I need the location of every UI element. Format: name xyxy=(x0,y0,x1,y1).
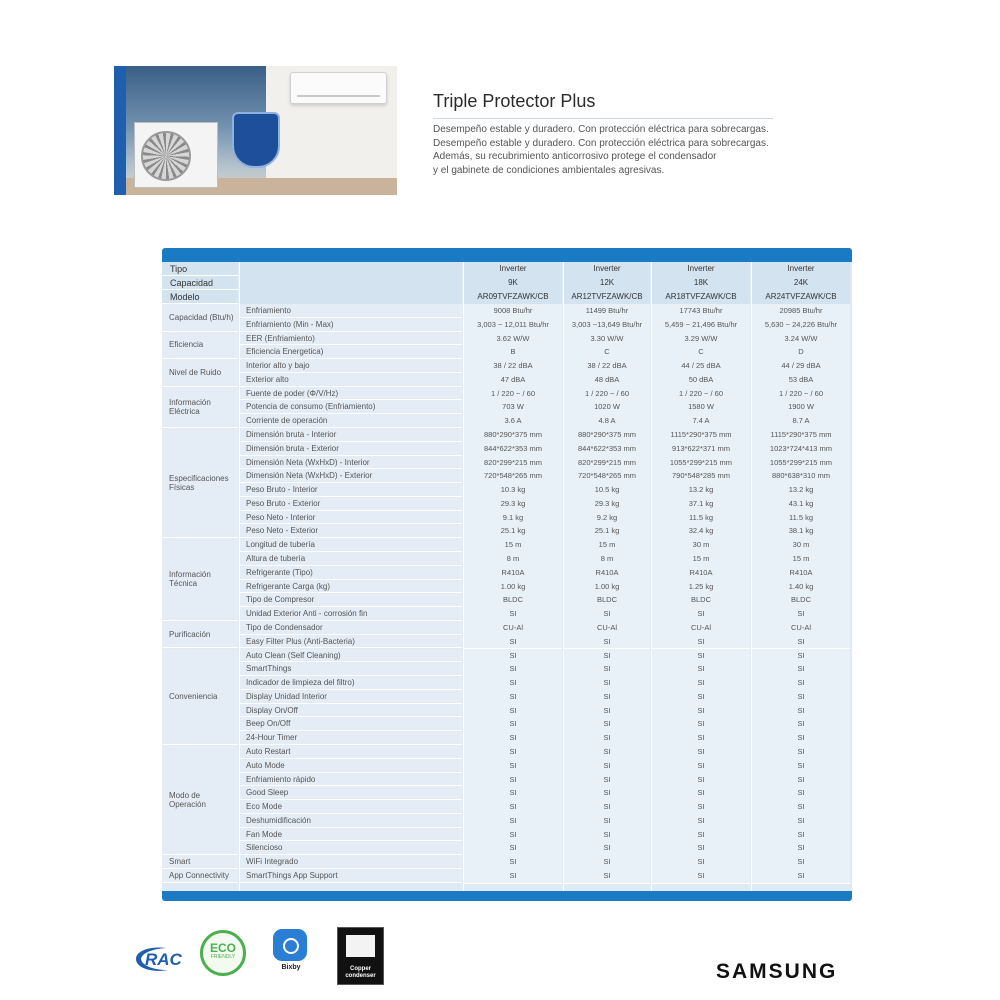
table-cell: SI xyxy=(564,635,650,650)
table-cell: SI xyxy=(464,841,562,856)
header-spacer xyxy=(240,290,462,305)
row-label: Peso Neto - Exterior xyxy=(240,524,462,538)
table-cell: SI xyxy=(752,717,850,732)
header-spacer xyxy=(240,262,462,277)
eco-text: ECO xyxy=(209,941,236,955)
copper-label-line2: condenser xyxy=(345,973,376,979)
header-cell: AR12TVFZAWK/CB xyxy=(564,290,650,305)
table-cell: 20985 Btu/hr xyxy=(752,304,850,319)
table-cell: SI xyxy=(564,662,650,677)
header-cell: Inverter xyxy=(752,262,850,277)
header-cell: 18K xyxy=(652,276,750,291)
header-cell: Inverter xyxy=(564,262,650,277)
table-cell: 1900 W xyxy=(752,400,850,415)
table-cell: SI xyxy=(652,704,750,719)
row-label: Easy Filter Plus (Anti-Bacteria) xyxy=(240,635,462,649)
table-cell: CU-Al xyxy=(652,621,750,636)
table-cell: CU-Al xyxy=(464,621,562,636)
table-cell: 38.1 kg xyxy=(752,524,850,539)
table-cell: 703 W xyxy=(464,400,562,415)
table-cell: 10.3 kg xyxy=(464,483,562,498)
table-cell: 11.5 kg xyxy=(752,511,850,526)
table-cell: 880*638*310 mm xyxy=(752,469,850,484)
copper-graphic xyxy=(346,935,375,957)
table-cell: SI xyxy=(652,773,750,788)
table-cell: 1 / 220 ~ / 60 xyxy=(652,387,750,402)
row-label: Peso Bruto - Interior xyxy=(240,483,462,497)
table-cell: 53 dBA xyxy=(752,373,850,388)
table-cell: 1115*290*375 mm xyxy=(652,428,750,443)
row-label: Dimensión Neta (WxHxD) - Interior xyxy=(240,456,462,470)
header-label: Capacidad xyxy=(162,276,238,290)
table-cell: 37.1 kg xyxy=(652,497,750,512)
samsung-logo: SAMSUNG xyxy=(716,960,838,983)
copper-label-line1: Copper xyxy=(350,966,371,972)
table-cell: SI xyxy=(564,800,650,815)
table-cell: 1.00 kg xyxy=(564,580,650,595)
category-label: Nivel de Ruido xyxy=(162,359,238,387)
table-cell: SI xyxy=(564,773,650,788)
table-cell: SI xyxy=(652,690,750,705)
table-cell: 880*290*375 mm xyxy=(464,428,562,443)
table-cell: 38 / 22 dBA xyxy=(564,359,650,374)
row-label: Auto Restart xyxy=(240,745,462,759)
table-cell: 15 m xyxy=(652,552,750,567)
row-label: Enfriamiento xyxy=(240,304,462,318)
table-cell: SI xyxy=(464,731,562,746)
bixby-icon xyxy=(273,929,307,961)
table-cell: SI xyxy=(752,828,850,843)
row-label: Auto Mode xyxy=(240,759,462,773)
row-label: Indicador de limpieza del filtro) xyxy=(240,676,462,690)
table-cell: SI xyxy=(464,662,562,677)
table-cell: 8 m xyxy=(564,552,650,567)
table-cell: 9.1 kg xyxy=(464,511,562,526)
table-cell: SI xyxy=(752,855,850,870)
table-top-bar xyxy=(162,248,852,262)
table-cell: 1 / 220 ~ / 60 xyxy=(464,387,562,402)
row-label: Refrigerante Carga (kg) xyxy=(240,580,462,594)
row-label: Exterior alto xyxy=(240,373,462,387)
column-separator xyxy=(651,262,652,891)
hero-image xyxy=(114,66,397,195)
table-cell: 43.1 kg xyxy=(752,497,850,512)
category-label: Información Eléctrica xyxy=(162,387,238,428)
column-separator xyxy=(751,262,752,891)
header-cell: 9K xyxy=(464,276,562,291)
copper-label xyxy=(338,966,383,980)
table-cell: SI xyxy=(564,649,650,664)
table-cell: SI xyxy=(564,704,650,719)
table-cell: BLDC xyxy=(464,593,562,608)
rac-text: RAC xyxy=(145,950,182,969)
table-cell: SI xyxy=(564,869,650,884)
category-label: Información Técnica xyxy=(162,538,238,621)
table-cell: SI xyxy=(652,649,750,664)
table-cell: SI xyxy=(752,773,850,788)
header-label: Tipo xyxy=(162,262,238,276)
category-label: Smart xyxy=(162,855,238,869)
table-cell: SI xyxy=(564,786,650,801)
table-cell: SI xyxy=(652,828,750,843)
table-cell: SI xyxy=(464,828,562,843)
table-cell: SI xyxy=(652,676,750,691)
table-cell: SI xyxy=(652,841,750,856)
table-cell: SI xyxy=(652,759,750,774)
table-cell: SI xyxy=(564,717,650,732)
fan-icon xyxy=(141,131,191,181)
table-cell: 820*299*215 mm xyxy=(464,456,562,471)
row-label: Eficiencia Energetica) xyxy=(240,345,462,359)
table-cell: BLDC xyxy=(652,593,750,608)
table-cell: R410A xyxy=(564,566,650,581)
row-label: Tipo de Condensador xyxy=(240,621,462,635)
row-label: Enfriamiento rápido xyxy=(240,773,462,787)
table-cell: 1.00 kg xyxy=(464,580,562,595)
header-cell: AR09TVFZAWK/CB xyxy=(464,290,562,305)
table-cell: SI xyxy=(652,745,750,760)
row-label: Longitud de tubería xyxy=(240,538,462,552)
table-cell: 17743 Btu/hr xyxy=(652,304,750,319)
row-label: Dimensión bruta - Exterior xyxy=(240,442,462,456)
header-cell: 24K xyxy=(752,276,850,291)
copper-condenser-icon xyxy=(337,927,384,985)
table-cell: SI xyxy=(464,607,562,622)
category-label: Purificación xyxy=(162,621,238,649)
table-cell: 844*622*353 mm xyxy=(464,442,562,457)
table-cell: SI xyxy=(564,690,650,705)
table-cell: SI xyxy=(464,869,562,884)
table-cell: 8.7 A xyxy=(752,414,850,429)
table-cell: SI xyxy=(752,731,850,746)
table-cell: 880*290*375 mm xyxy=(564,428,650,443)
table-cell: SI xyxy=(564,731,650,746)
table-cell: 25.1 kg xyxy=(564,524,650,539)
table-cell: R410A xyxy=(652,566,750,581)
table-cell: SI xyxy=(752,662,850,677)
table-cell: 3.62 W/W xyxy=(464,332,562,347)
table-cell: 1.25 kg xyxy=(652,580,750,595)
table-cell: C xyxy=(564,345,650,360)
table-cell: SI xyxy=(752,869,850,884)
table-cell: SI xyxy=(652,814,750,829)
table-cell: SI xyxy=(464,855,562,870)
row-label: SmartThings App Support xyxy=(240,869,462,883)
table-cell: 44 / 29 dBA xyxy=(752,359,850,374)
table-cell: SI xyxy=(464,649,562,664)
table-cell: BLDC xyxy=(564,593,650,608)
table-cell: 15 m xyxy=(752,552,850,567)
table-cell: 44 / 25 dBA xyxy=(652,359,750,374)
table-cell: SI xyxy=(752,745,850,760)
row-label: SmartThings xyxy=(240,662,462,676)
table-cell: 15 m xyxy=(564,538,650,553)
row-label: WiFi Integrado xyxy=(240,855,462,869)
table-cell: SI xyxy=(464,704,562,719)
table-cell: SI xyxy=(752,635,850,650)
table-cell: SI xyxy=(752,649,850,664)
row-label: Good Sleep xyxy=(240,786,462,800)
table-cell: 3.6 A xyxy=(464,414,562,429)
row-label: Unidad Exterior Anti - corrosión fin xyxy=(240,607,462,621)
title-divider xyxy=(433,118,773,119)
table-cell: 38 / 22 dBA xyxy=(464,359,562,374)
table-cell: 844*622*353 mm xyxy=(564,442,650,457)
table-cell: 1 / 220 ~ / 60 xyxy=(564,387,650,402)
table-cell: SI xyxy=(752,607,850,622)
table-cell: 29.3 kg xyxy=(564,497,650,512)
table-cell: 1115*290*375 mm xyxy=(752,428,850,443)
row-label: EER (Enfriamiento) xyxy=(240,332,462,346)
table-cell: 913*622*371 mm xyxy=(652,442,750,457)
table-cell: SI xyxy=(652,855,750,870)
table-cell: 25.1 kg xyxy=(464,524,562,539)
table-cell: 30 m xyxy=(752,538,850,553)
table-cell: 1055*299*215 mm xyxy=(752,456,850,471)
description-line: Desempeño estable y duradero. Con protección eléctrica para sobrecargas. xyxy=(433,124,769,135)
row-label: Altura de tubería xyxy=(240,552,462,566)
header-label: Modelo xyxy=(162,290,238,304)
eco-friendly-icon xyxy=(200,930,246,976)
table-cell: 1023*724*413 mm xyxy=(752,442,850,457)
category-label: Especificaciones Físicas xyxy=(162,428,238,538)
row-label: Beep On/Off xyxy=(240,717,462,731)
table-cell: 1 / 220 ~ / 60 xyxy=(752,387,850,402)
feature-title: Triple Protector Plus xyxy=(433,91,596,111)
row-label: Auto Clean (Self Cleaning) xyxy=(240,649,462,663)
eco-subtext: FRIENDLY xyxy=(210,954,236,960)
column-separator xyxy=(239,262,240,891)
table-cell: 3,003 ~13,649 Btu/hr xyxy=(564,318,650,333)
table-cell: SI xyxy=(464,759,562,774)
table-cell: SI xyxy=(564,828,650,843)
table-cell: 720*548*265 mm xyxy=(464,469,562,484)
header-cell: Inverter xyxy=(652,262,750,277)
table-cell: 9008 Btu/hr xyxy=(464,304,562,319)
table-cell: D xyxy=(752,345,850,360)
table-cell: 8 m xyxy=(464,552,562,567)
table-cell: SI xyxy=(464,786,562,801)
row-label: Display On/Off xyxy=(240,704,462,718)
table-cell: SI xyxy=(564,745,650,760)
table-cell: BLDC xyxy=(752,593,850,608)
table-cell: SI xyxy=(652,869,750,884)
table-cell: 790*548*285 mm xyxy=(652,469,750,484)
table-cell: SI xyxy=(464,635,562,650)
column-separator xyxy=(563,262,564,891)
table-cell: CU-Al xyxy=(564,621,650,636)
header-cell: AR18TVFZAWK/CB xyxy=(652,290,750,305)
feature-description xyxy=(433,123,813,177)
column-separator xyxy=(463,262,464,891)
row-label: Refrigerante (Tipo) xyxy=(240,566,462,580)
row-label: Tipo de Compresor xyxy=(240,593,462,607)
table-cell: 3,003 ~ 12,011 Btu/hr xyxy=(464,318,562,333)
table-cell: 50 dBA xyxy=(652,373,750,388)
description-line: Además, su recubrimiento anticorrosivo protege el condensador xyxy=(433,151,717,162)
table-cell: SI xyxy=(652,662,750,677)
table-cell: 1055*299*215 mm xyxy=(652,456,750,471)
row-label: Display Unidad Interior xyxy=(240,690,462,704)
table-cell: 5,459 ~ 21,496 Btu/hr xyxy=(652,318,750,333)
row-label: Enfriamiento (Min - Max) xyxy=(240,318,462,332)
table-cell: SI xyxy=(752,800,850,815)
table-cell: SI xyxy=(752,704,850,719)
table-cell: 820*299*215 mm xyxy=(564,456,650,471)
table-cell: SI xyxy=(564,814,650,829)
row-label: Fuente de poder (Φ/V/Hz) xyxy=(240,387,462,401)
table-cell: 32.4 kg xyxy=(652,524,750,539)
table-cell: C xyxy=(652,345,750,360)
rac-logo xyxy=(132,944,192,974)
indoor-unit-illustration xyxy=(290,72,387,104)
row-label: Peso Bruto - Exterior xyxy=(240,497,462,511)
hero-blue-edge xyxy=(114,66,126,195)
table-cell: SI xyxy=(752,676,850,691)
outdoor-unit-illustration xyxy=(134,122,218,188)
row-label: Interior alto y bajo xyxy=(240,359,462,373)
table-cell: 29.3 kg xyxy=(464,497,562,512)
category-label: Capacidad (Btu/h) xyxy=(162,304,238,332)
bixby-label: Bixby xyxy=(281,964,301,971)
table-cell: SI xyxy=(652,717,750,732)
table-cell: SI xyxy=(464,690,562,705)
category-label: Conveniencia xyxy=(162,649,238,745)
table-cell: SI xyxy=(652,731,750,746)
table-cell: R410A xyxy=(752,566,850,581)
row-label: Silencioso xyxy=(240,841,462,855)
table-cell: 3.30 W/W xyxy=(564,332,650,347)
table-cell: 48 dBA xyxy=(564,373,650,388)
table-cell: SI xyxy=(464,676,562,691)
table-cell: 1.40 kg xyxy=(752,580,850,595)
table-cell: SI xyxy=(752,759,850,774)
row-label: Dimensión bruta - Interior xyxy=(240,428,462,442)
row-label: Fan Mode xyxy=(240,828,462,842)
table-cell: SI xyxy=(652,635,750,650)
row-label: Dimensión Neta (WxHxD) - Exterior xyxy=(240,469,462,483)
description-line: Desempeño estable y duradero. Con protección eléctrica para sobrecargas. xyxy=(433,137,769,149)
row-label: Eco Mode xyxy=(240,800,462,814)
table-cell: 15 m xyxy=(464,538,562,553)
table-cell: SI xyxy=(564,759,650,774)
row-label: 24-Hour Timer xyxy=(240,731,462,745)
table-cell: 13.2 kg xyxy=(752,483,850,498)
table-cell: 9.2 kg xyxy=(564,511,650,526)
table-cell: SI xyxy=(752,841,850,856)
table-cell: B xyxy=(464,345,562,360)
header-cell: AR24TVFZAWK/CB xyxy=(752,290,850,305)
table-cell: SI xyxy=(464,745,562,760)
table-cell: 4.8 A xyxy=(564,414,650,429)
row-label: Deshumidificación xyxy=(240,814,462,828)
category-label: Modo de Operación xyxy=(162,745,238,855)
table-cell: SI xyxy=(752,690,850,705)
row-label: Peso Neto - Interior xyxy=(240,511,462,525)
table-cell: 11.5 kg xyxy=(652,511,750,526)
description-line: y el gabinete de condiciones ambientales agresivas. xyxy=(433,164,665,176)
table-cell: 11499 Btu/hr xyxy=(564,304,650,319)
table-cell: SI xyxy=(652,607,750,622)
table-cell: SI xyxy=(464,800,562,815)
table-cell: 1020 W xyxy=(564,400,650,415)
header-cell: Inverter xyxy=(464,262,562,277)
table-cell: 5,630 ~ 24,226 Btu/hr xyxy=(752,318,850,333)
spec-table xyxy=(162,248,852,901)
row-label: Corriente de operación xyxy=(240,414,462,428)
table-cell: SI xyxy=(564,607,650,622)
table-cell: 13.2 kg xyxy=(652,483,750,498)
shield-icon xyxy=(232,112,280,168)
table-cell: SI xyxy=(564,676,650,691)
table-cell: SI xyxy=(564,841,650,856)
header-spacer xyxy=(240,276,462,291)
table-cell: CU-Al xyxy=(752,621,850,636)
table-cell: 1580 W xyxy=(652,400,750,415)
table-cell: SI xyxy=(752,786,850,801)
table-cell: SI xyxy=(752,814,850,829)
row-label: Potencia de consumo (Enfriamiento) xyxy=(240,400,462,414)
table-cell: R410A xyxy=(464,566,562,581)
category-label: App Connectivity xyxy=(162,869,238,883)
table-cell: 3.24 W/W xyxy=(752,332,850,347)
table-cell: 10.5 kg xyxy=(564,483,650,498)
table-cell: 47 dBA xyxy=(464,373,562,388)
table-bottom-bar xyxy=(162,891,852,901)
table-cell: SI xyxy=(464,717,562,732)
table-cell: SI xyxy=(464,814,562,829)
category-label: Eficiencia xyxy=(162,332,238,360)
header-cell: 12K xyxy=(564,276,650,291)
table-cell: SI xyxy=(652,786,750,801)
table-cell: SI xyxy=(564,855,650,870)
table-cell: 30 m xyxy=(652,538,750,553)
table-cell: 720*548*265 mm xyxy=(564,469,650,484)
table-cell: 7.4 A xyxy=(652,414,750,429)
table-cell: SI xyxy=(652,800,750,815)
table-cell: SI xyxy=(464,773,562,788)
table-cell: 3.29 W/W xyxy=(652,332,750,347)
